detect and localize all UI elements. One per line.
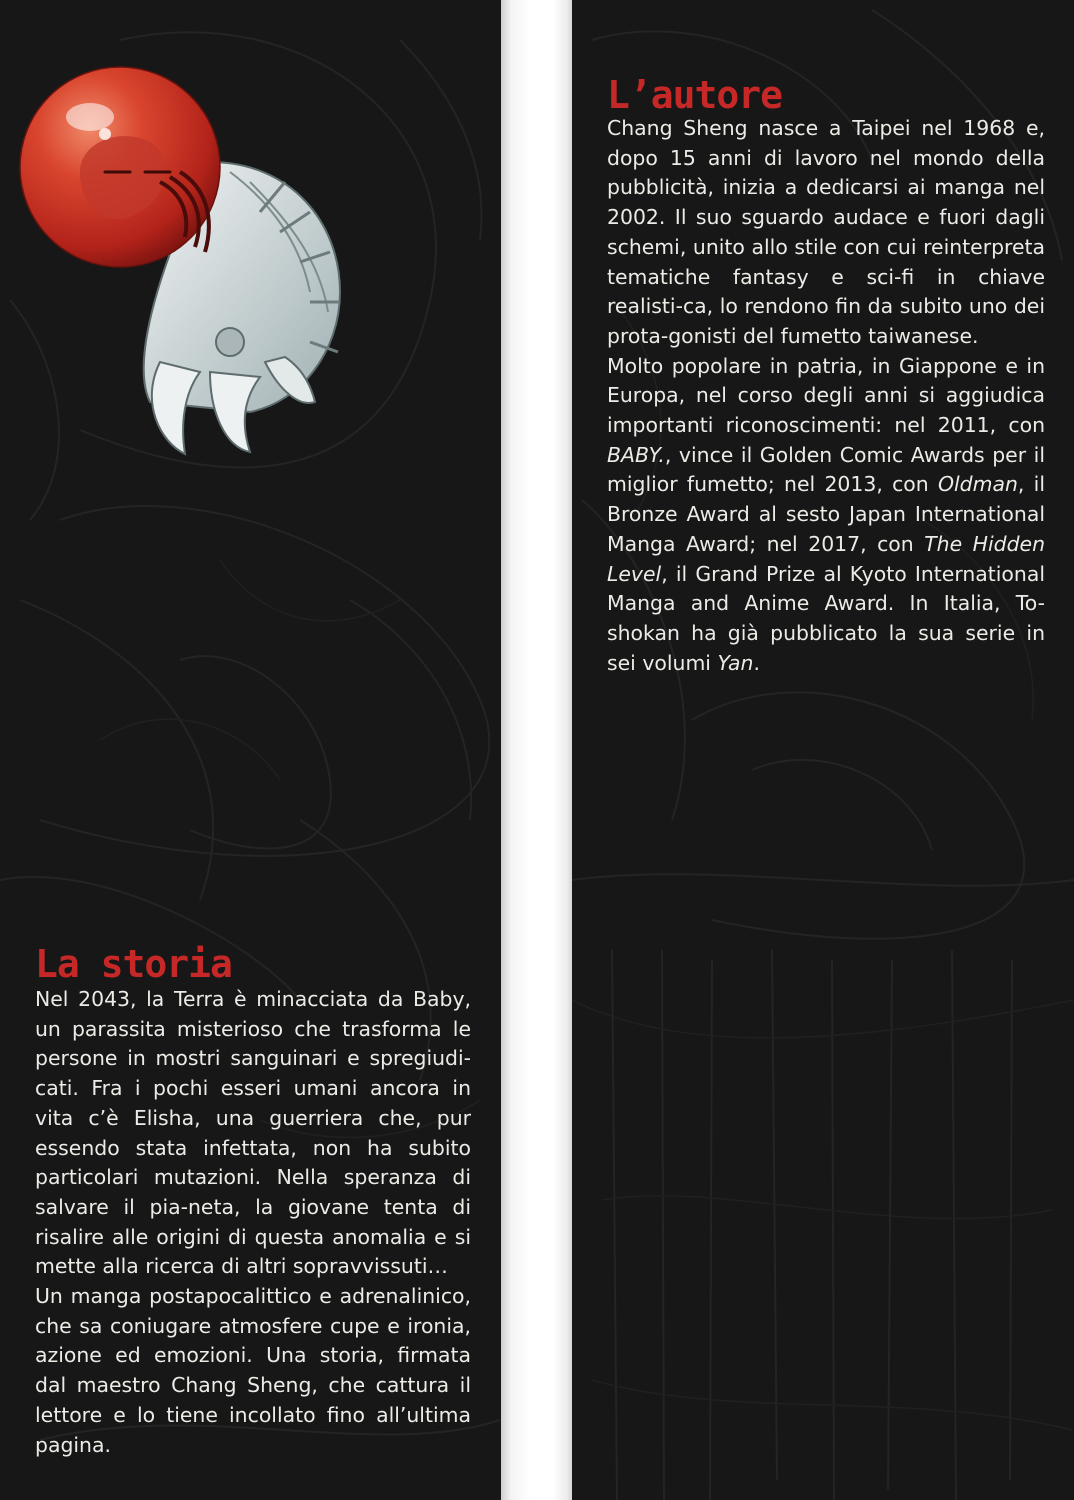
author-text-span: , il Bronze Award al sesto Japan International Manga Award; nel 2017, con [607, 472, 1046, 556]
red-orb-parasite-creature-icon [10, 62, 370, 462]
author-heading: L’autore [607, 73, 783, 117]
author-text-span: , il Grand Prize al Kyoto International Manga and Anime Award. In Italia, To-shokan ha già pubblicato la sua serie in sei volumi [607, 561, 1045, 675]
story-text-span: Un manga postapocalittico e adrenalinico, che sa coniugare atmosfere cupe e ironia, azione ed emozioni. Una storia, firmata dal maestro Chang Sheng, che cattura il lettore e lo tiene incollato fino all’ultima pagina. [35, 1284, 471, 1457]
story-text [35, 985, 471, 1460]
story-text-span: Nel 2043, la Terra è minacciata da Baby, un parassita misterioso che trasforma le persone in mostri sanguinari e spregiudi-cati. Fra i pochi esseri umani ancora in vita c’è Elisha, una guerriera che, pur essendo stata infettata, non ha subito particolari mutazioni. Nella speranza di salvare il pia-neta, la giovane tenta di risalire alle origini di questa anomalia e si mette alla ricerca di altri sopravvissuti… [35, 987, 471, 1279]
left-panel [0, 0, 501, 1500]
author-paragraph [607, 352, 1045, 679]
story-heading: La storia [35, 942, 232, 986]
title-the-hidden-level: The Hidden Level [607, 531, 1045, 586]
author-paragraph [607, 114, 1045, 352]
author-text-span: Molto popolare in patria, in Giappone e in Europa, nel corso degli anni si aggiudica importanti riconoscimenti: nel 2011, con [607, 353, 1045, 438]
title-oldman: Oldman [937, 472, 1018, 497]
red-orb [20, 67, 220, 267]
story-paragraph [35, 985, 471, 1282]
author-text-span: Chang Sheng nasce a Taipei nel 1968 e, dopo 15 anni di lavoro nel mondo della pubblicità, inizia a dedicarsi ai manga nel 2002. Il suo sguardo audace e fuori dagli schemi, unito allo stile con cui reinterpreta tematiche fantasy e sci-fi in chiave realisti-ca, lo rendono fin da subito uno dei prota-gonisti del fumetto taiwanese. [607, 116, 1045, 348]
author-text-span: , vince il Golden Comic Awards per il miglior fumetto; nel 2013, con [607, 442, 1045, 497]
author-text [607, 114, 1045, 678]
author-text-span: . [753, 650, 760, 675]
page-gutter [501, 0, 572, 1500]
title-yan: Yan [717, 650, 754, 675]
story-paragraph [35, 1282, 471, 1460]
title-baby: BABY. [607, 442, 665, 467]
